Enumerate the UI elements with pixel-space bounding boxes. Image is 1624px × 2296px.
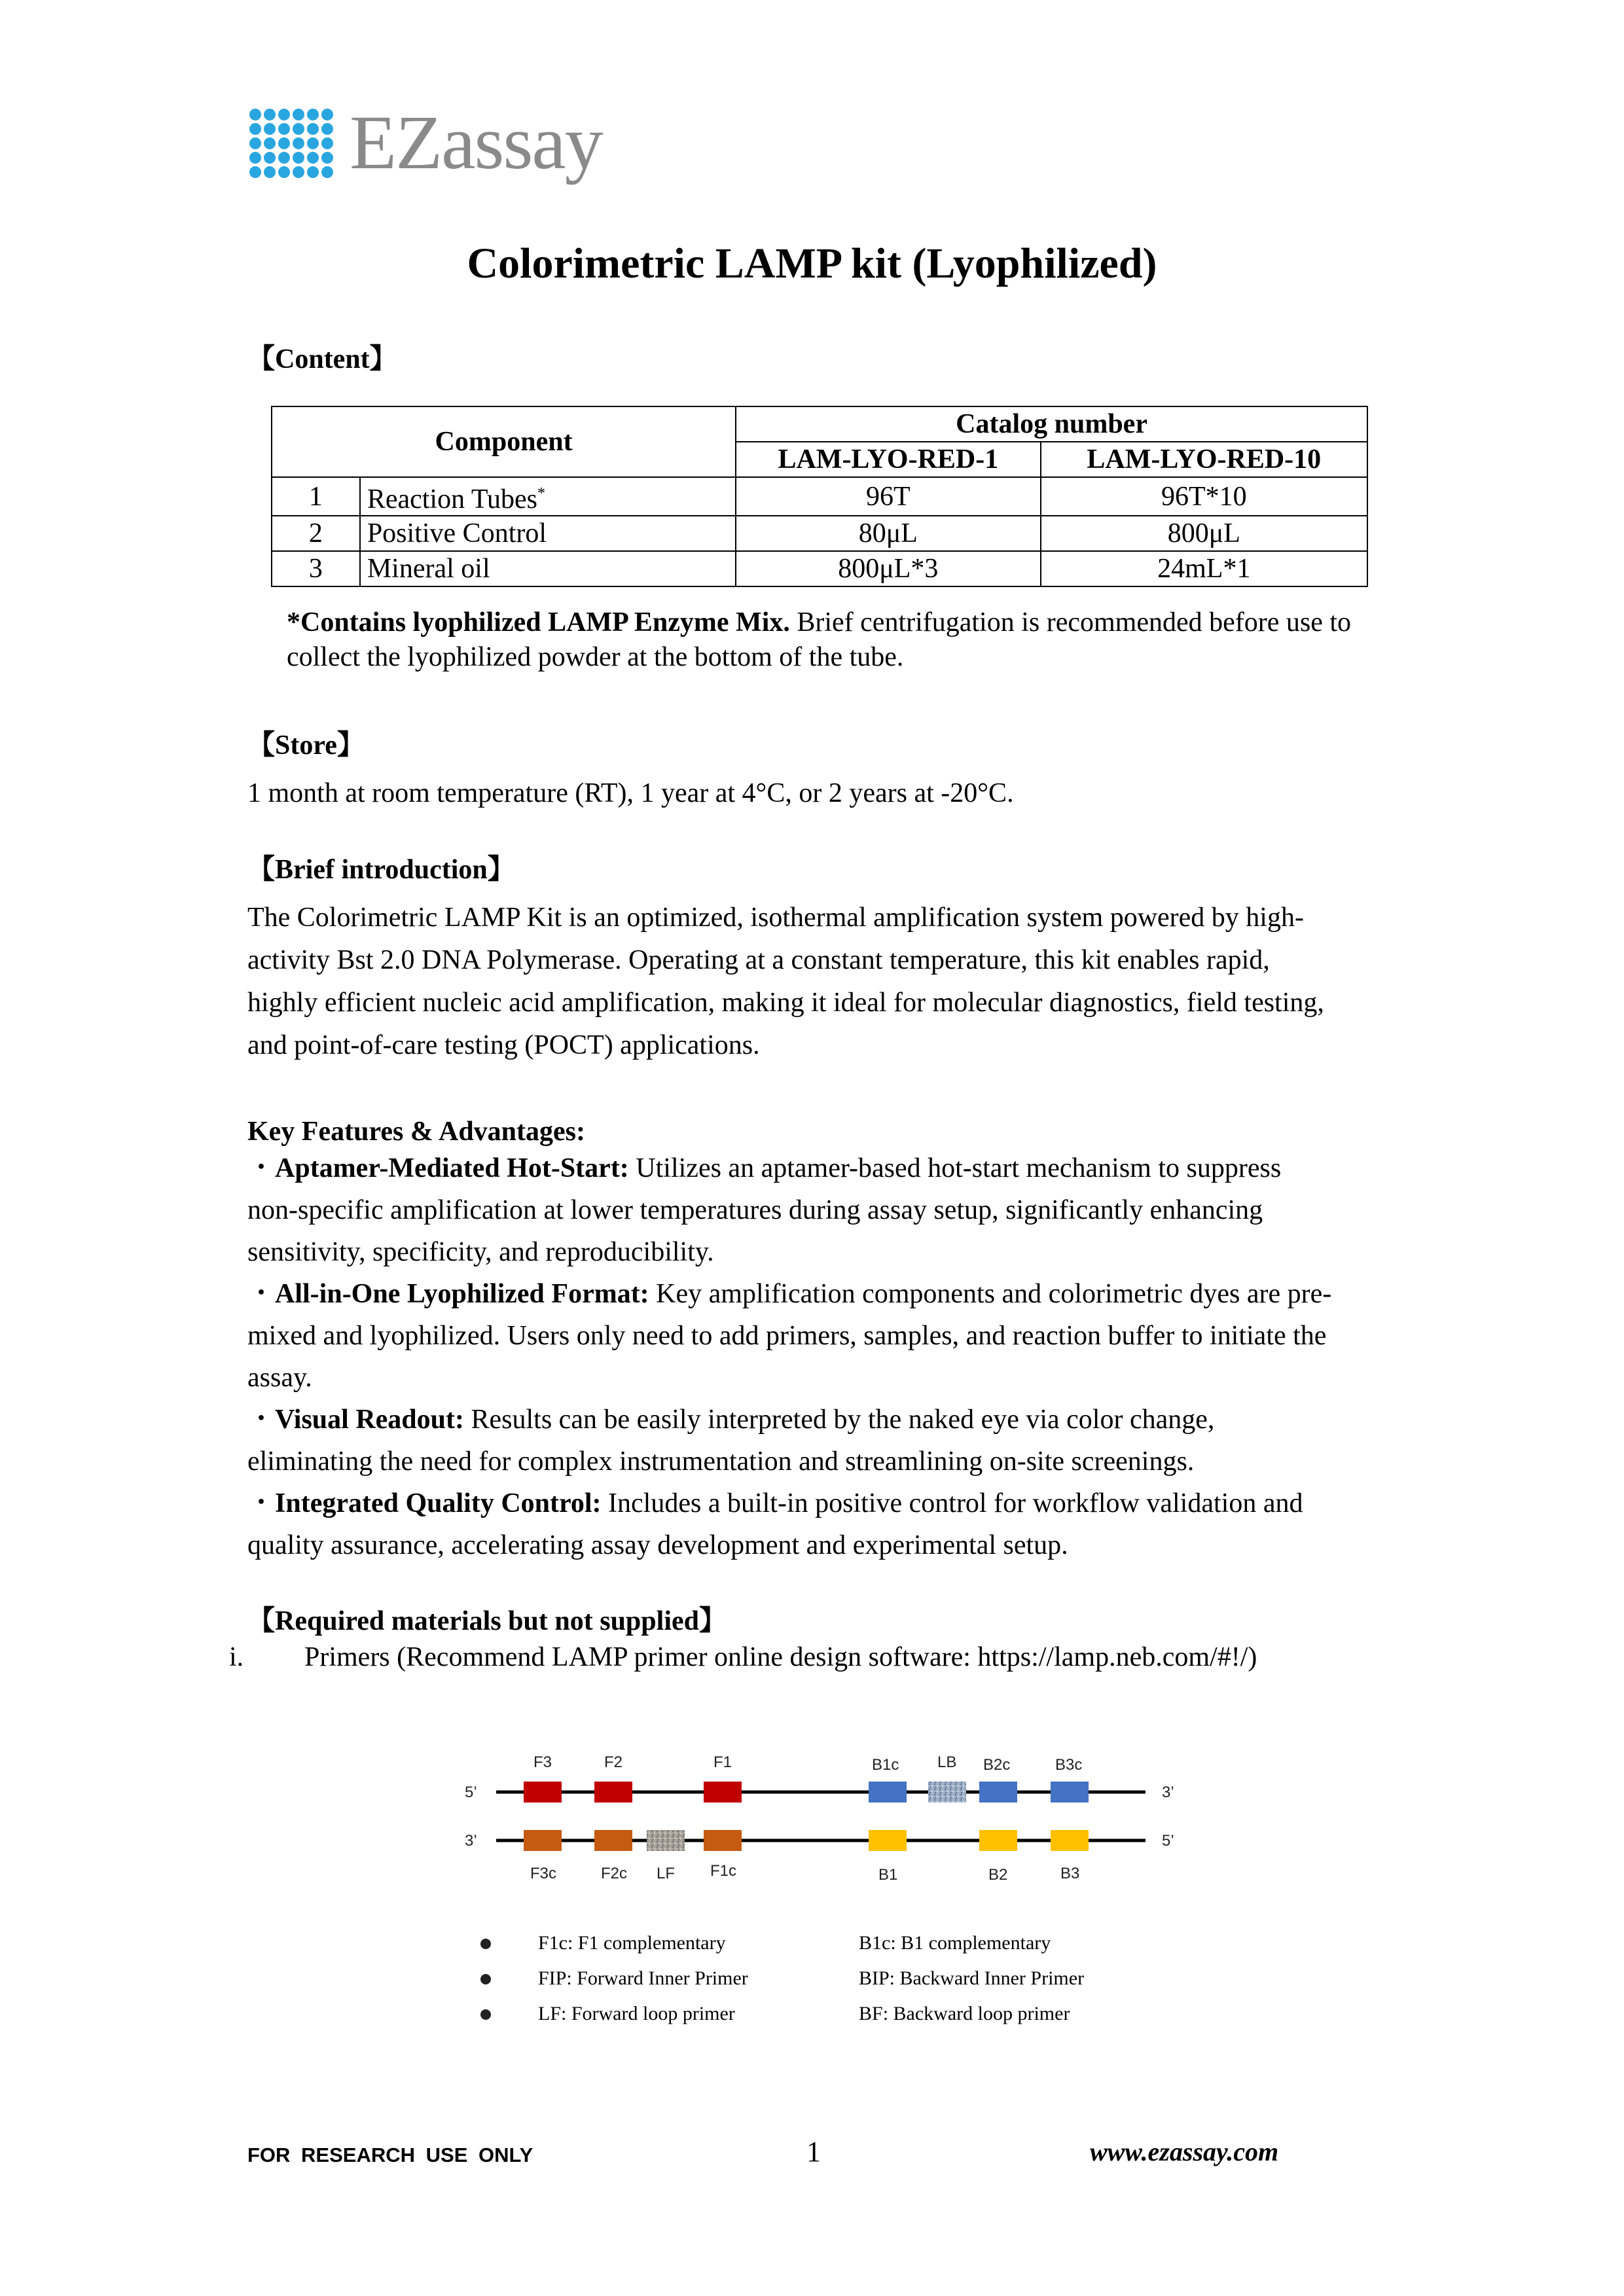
region-B2c bbox=[979, 1782, 1017, 1803]
feature-text: Key amplification components and colorimetric dyes are pre- bbox=[649, 1279, 1332, 1309]
catalog-number: LAM-LYO-RED-10 bbox=[1041, 442, 1367, 477]
region-label: LB bbox=[937, 1753, 957, 1771]
region-label: B3 bbox=[1060, 1865, 1080, 1882]
strand-end-label: 3’ bbox=[465, 1832, 477, 1850]
region-label: F1c bbox=[710, 1862, 737, 1880]
component-name bbox=[360, 477, 736, 516]
features-heading: Key Features & Advantages: bbox=[247, 1117, 585, 1147]
region-label: F3c bbox=[530, 1865, 557, 1882]
component-name: Mineral oil bbox=[360, 551, 736, 586]
feature-item bbox=[247, 1399, 1331, 1482]
row-number: 3 bbox=[272, 551, 360, 586]
intro-line: The Colorimetric LAMP Kit is an optimized, isothermal amplification system powered by high- bbox=[247, 903, 1304, 933]
bullet-dot-icon bbox=[480, 1974, 491, 1984]
brand-name: EZassay bbox=[350, 99, 602, 185]
legend-item: LF: Forward loop primer bbox=[538, 2003, 735, 2024]
feature-text: eliminating the need for complex instrumentation and streamlining on-site screenings. bbox=[247, 1446, 1195, 1477]
bullet-dot-icon bbox=[480, 2009, 491, 2020]
store-text: 1 month at room temperature (RT), 1 year at 4°C, or 2 years at -20°C. bbox=[247, 778, 1014, 808]
region-F1c bbox=[704, 1830, 742, 1851]
region-label: B1c bbox=[872, 1756, 899, 1774]
brand-logo bbox=[247, 97, 602, 188]
legend-item: BIP: Backward Inner Primer bbox=[859, 1967, 1085, 1989]
region-B3 bbox=[1051, 1830, 1089, 1851]
page-number: 1 bbox=[806, 2136, 821, 2168]
feature-text: Results can be easily interpreted by the naked eye via color change, bbox=[464, 1405, 1215, 1435]
required-heading: 【Required materials but not supplied】 bbox=[247, 1606, 727, 1636]
bullet: ・ bbox=[247, 1153, 276, 1183]
lamp-primer-diagram bbox=[452, 1741, 1204, 1911]
footnote-text: Brief centrifugation is recommended before use to collect the lyophilized powder at the bottom of the tube. bbox=[287, 607, 1352, 672]
strand-end-label: 5’ bbox=[465, 1784, 477, 1801]
footnote-marker: * bbox=[537, 485, 546, 502]
footer-disclaimer: FOR RESEARCH USE ONLY bbox=[247, 2144, 533, 2166]
bullet-dot-icon bbox=[480, 1939, 491, 1949]
region-F2c bbox=[594, 1830, 632, 1851]
required-item-marker: i. bbox=[229, 1642, 244, 1672]
footnote-bold: *Contains lyophilized LAMP Enzyme Mix. bbox=[287, 607, 790, 637]
content-table bbox=[271, 406, 1368, 587]
feature-text: non-specific amplification at lower temperatures during assay setup, significantly enhancing bbox=[247, 1195, 1263, 1225]
intro-paragraph bbox=[247, 897, 1324, 1067]
feature-title: Aptamer-Mediated Hot-Start: bbox=[275, 1153, 629, 1183]
intro-line: activity Bst 2.0 DNA Polymerase. Operating at a constant temperature, this kit enables rapid, bbox=[247, 945, 1270, 975]
region-F3c bbox=[524, 1830, 562, 1851]
feature-text: Includes a built-in positive control for workflow validation and bbox=[601, 1488, 1303, 1518]
store-heading: 【Store】 bbox=[247, 730, 365, 761]
region-LF bbox=[647, 1830, 685, 1851]
region-label: F1 bbox=[713, 1753, 732, 1771]
region-B1 bbox=[869, 1830, 907, 1851]
strand-end-label: 3’ bbox=[1162, 1784, 1174, 1801]
region-label: B1 bbox=[878, 1866, 898, 1884]
intro-line: and point-of-care testing (POCT) applications. bbox=[247, 1030, 760, 1060]
bullet: ・ bbox=[247, 1279, 276, 1309]
feature-title: Integrated Quality Control: bbox=[275, 1488, 602, 1518]
intro-heading: 【Brief introduction】 bbox=[247, 855, 515, 885]
footer-website-link[interactable]: www.ezassay.com bbox=[1090, 2137, 1279, 2166]
required-item-text: Primers (Recommend LAMP primer online design software: https://lamp.neb.com/#!/) bbox=[304, 1642, 1257, 1672]
row-number: 2 bbox=[272, 516, 360, 551]
legend-item: F1c: F1 complementary bbox=[538, 1932, 726, 1954]
content-heading: 【Content】 bbox=[247, 344, 397, 374]
cell-value: 80μL bbox=[736, 516, 1040, 551]
component-name-text: Reaction Tubes bbox=[367, 484, 538, 514]
cell-value: 800μL*3 bbox=[736, 551, 1040, 586]
region-LB bbox=[928, 1782, 966, 1803]
cell-value: 800μL bbox=[1041, 516, 1367, 551]
feature-item bbox=[247, 1482, 1331, 1566]
region-B3c bbox=[1051, 1782, 1089, 1803]
component-name: Positive Control bbox=[360, 516, 736, 551]
feature-text: Utilizes an aptamer-based hot-start mechanism to suppress bbox=[628, 1153, 1282, 1183]
row-number: 1 bbox=[272, 477, 360, 516]
features-list bbox=[247, 1147, 1331, 1566]
strand-end-label: 5’ bbox=[1162, 1832, 1174, 1850]
legend-item: B1c: B1 complementary bbox=[859, 1932, 1051, 1954]
feature-item bbox=[247, 1147, 1331, 1273]
feature-title: All-in-One Lyophilized Format: bbox=[275, 1279, 649, 1309]
cell-value: 24mL*1 bbox=[1041, 551, 1367, 586]
table-footnote bbox=[287, 605, 1367, 675]
table-row bbox=[272, 551, 1367, 586]
region-F3 bbox=[524, 1782, 562, 1803]
region-label: F2c bbox=[601, 1865, 628, 1882]
region-F1 bbox=[704, 1782, 742, 1803]
bullet: ・ bbox=[247, 1405, 276, 1435]
table-row bbox=[272, 477, 1367, 516]
region-label: F3 bbox=[533, 1753, 552, 1771]
table-header-row bbox=[272, 406, 1367, 442]
logo-dots-icon bbox=[247, 107, 346, 179]
bullet: ・ bbox=[247, 1488, 276, 1518]
legend-item: FIP: Forward Inner Primer bbox=[538, 1967, 748, 1989]
region-label: F2 bbox=[604, 1753, 623, 1771]
region-label: B2 bbox=[988, 1866, 1008, 1884]
region-B2 bbox=[979, 1830, 1017, 1851]
region-B1c bbox=[869, 1782, 907, 1803]
region-label: B2c bbox=[983, 1756, 1011, 1774]
intro-line: highly efficient nucleic acid amplification, making it ideal for molecular diagnostics, field testing, bbox=[247, 988, 1324, 1018]
cell-value: 96T*10 bbox=[1041, 477, 1367, 516]
feature-text: assay. bbox=[247, 1363, 312, 1393]
feature-item bbox=[247, 1273, 1331, 1399]
region-label: B3c bbox=[1055, 1756, 1083, 1774]
feature-text: mixed and lyophilized. Users only need to add primers, samples, and reaction buffer to initiate the bbox=[247, 1321, 1327, 1351]
feature-text: sensitivity, specificity, and reproducibility. bbox=[247, 1237, 714, 1267]
catalog-number: LAM-LYO-RED-1 bbox=[736, 442, 1040, 477]
region-label: LF bbox=[657, 1865, 676, 1882]
cell-value: 96T bbox=[736, 477, 1040, 516]
feature-title: Visual Readout: bbox=[275, 1405, 464, 1435]
document-title: Colorimetric LAMP kit (Lyophilized) bbox=[467, 240, 1157, 287]
table-row bbox=[272, 516, 1367, 551]
region-F2 bbox=[594, 1782, 632, 1803]
legend-item: BF: Backward loop primer bbox=[859, 2003, 1070, 2024]
feature-text: quality assurance, accelerating assay development and experimental setup. bbox=[247, 1530, 1068, 1560]
catalog-header: Catalog number bbox=[736, 406, 1367, 442]
component-header: Component bbox=[272, 406, 736, 477]
